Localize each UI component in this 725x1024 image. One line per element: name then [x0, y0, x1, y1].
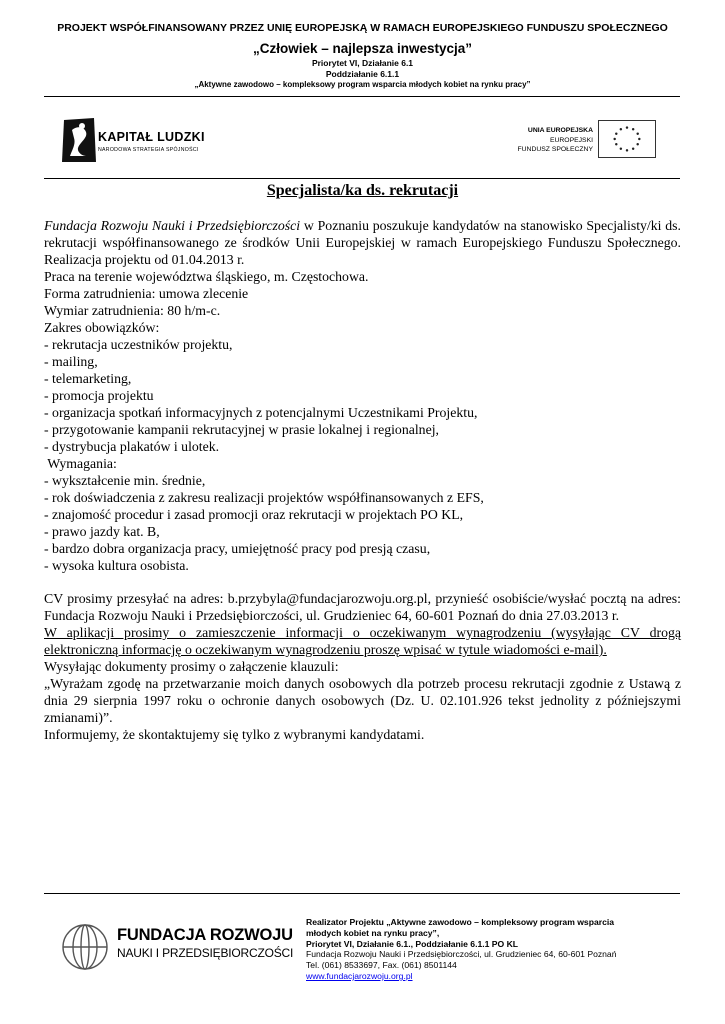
footer-address: Fundacja Rozwoju Nauki i Przedsiębiorczości, ul. Grudzieniec 64, 60-601 Poznań: [306, 949, 617, 960]
requirements-heading: Wymagania:: [44, 456, 117, 471]
contact-info-note: Informujemy, że skontaktujemy się tylko z wybranymi kandydatami.: [44, 727, 425, 742]
footer-line-1: Realizator Projektu „Aktywne zawodowo – kompleksowy program wsparcia: [306, 917, 615, 927]
header-divider: [44, 96, 680, 97]
project-header: PROJEKT WSPÓŁFINANSOWANY PRZEZ UNIĘ EUROPEJSKĄ W RAMACH EUROPEJSKIEGO FUNDUSZU SPOŁECZNEGO: [57, 22, 668, 34]
requirement-item: - rok doświadczenia z zakresu realizacji projektów współfinansowanych z EFS,: [44, 490, 484, 505]
duties-heading: Zakres obowiązków:: [44, 320, 160, 335]
duty-item: - przygotowanie kampanii rekrutacyjnej w prasie lokalnej i regionalnej,: [44, 422, 439, 437]
duty-item: - telemarketing,: [44, 371, 132, 386]
intro-text: w Poznaniu poszukuje kandydatów na stanowisko Specjalisty/ki ds. rekrutacji współfinansowanego ze środków Unii Europejskiej w ramach Europejskiego Funduszu Społecznego. Realizacja projektu od 01.04.2013 r.: [44, 218, 682, 267]
project-title-line: „Aktywne zawodowo – kompleksowy program wsparcia młodych kobiet na rynku pracy”: [194, 80, 531, 89]
clause-heading: Wysyłając dokumenty prosimy o załączenie klauzuli:: [44, 659, 339, 674]
logo-divider: [44, 178, 680, 179]
requirement-item: - prawo jazdy kat. B,: [44, 524, 160, 539]
eu-label: UNIA EUROPEJSKA: [527, 127, 593, 134]
duty-item: - promocja projektu: [44, 388, 154, 403]
footer-divider: [44, 893, 680, 894]
footer-info: [306, 917, 666, 982]
kapital-ludzki-title: KAPITAŁ LUDZKI: [98, 130, 205, 144]
kapital-ludzki-subtitle: NARODOWA STRATEGIA SPÓJNOŚCI: [98, 147, 199, 153]
duty-item: - dystrybucja plakatów i ulotek.: [44, 439, 220, 454]
footer-website-link[interactable]: www.fundacjarozwoju.org.pl: [306, 970, 413, 981]
work-place: Praca na terenie województwa śląskiego, m. Częstochowa.: [44, 269, 369, 284]
employment-form: Forma zatrudnienia: umowa zlecenie: [44, 286, 249, 301]
subaction-line: Poddziałanie 6.1.1: [325, 69, 400, 79]
requirement-item: - wysoka kultura osobista.: [44, 558, 189, 573]
duty-item: - rekrutacja uczestników projektu,: [44, 337, 233, 352]
footer-line-3: Priorytet VI, Działanie 6.1., Poddziałanie 6.1.1 PO KL: [306, 938, 519, 949]
duty-item: - mailing,: [44, 354, 98, 369]
footer-phone: Tel. (061) 8533697, Fax. (061) 8501144: [306, 960, 457, 971]
working-hours: Wymiar zatrudnienia: 80 h/m-c.: [44, 303, 221, 318]
spacer: [44, 574, 681, 590]
job-title: Specjalista/ka ds. rekrutacji: [266, 182, 459, 199]
org-name: Fundacja Rozwoju Nauki i Przedsiębiorczości: [44, 218, 301, 233]
program-name: „Człowiek – najlepsza inwestycja”: [252, 41, 473, 56]
efs-label-1: EUROPEJSKI: [549, 137, 593, 144]
efs-label-2: FUNDUSZ SPOŁECZNY: [517, 146, 593, 153]
duty-item: - organizacja spotkań informacyjnych z potencjalnymi Uczestnikami Projektu,: [44, 405, 478, 420]
footer-line-2: młodych kobiet na rynku pracy”,: [306, 927, 440, 938]
requirement-item: - znajomość procedur i zasad promocji oraz rekrutacji w projektach PO KL,: [44, 507, 464, 522]
consent-clause: „Wyrażam zgodę na przetwarzanie moich danych osobowych dla potrzeb procesu rekrutacji zgodnie z Ustawą z dnia 29 sierpnia 1997 roku o ochronie danych osobowych (Dz. U. 02.101.926 tekst jednolity z późniejszymi zmianami)”.: [44, 676, 681, 725]
intro-paragraph: [44, 217, 681, 268]
eu-flag-icon: [598, 120, 656, 158]
footer-logo-title: FUNDACJA ROZWOJU: [117, 926, 293, 944]
footer-logo-subtitle: NAUKI I PRZEDSIĘBIORCZOŚCI: [117, 946, 294, 960]
priority-line: Priorytet VI, Działanie 6.1: [311, 58, 414, 68]
requirement-item: - bardzo dobra organizacja pracy, umiejętność pracy pod presją czasu,: [44, 541, 431, 556]
salary-note: W aplikacji prosimy o zamieszczenie informacji o oczekiwanym wynagrodzeniu (wysyłając CV drogą elektroniczną informację o oczekiwanym wynagrodzeniu proszę wpisać w tytule wiadomości e-mail).: [44, 625, 681, 657]
job-description: [44, 217, 681, 743]
requirement-item: - wykształcenie min. średnie,: [44, 473, 206, 488]
cv-instructions: CV prosimy przesyłać na adres: b.przybyla@fundacjarozwoju.org.pl, przynieść osobiście/wysłać pocztą na adres: Fundacja Rozwoju Nauki i Przedsiębiorczości, ul. Grudzieniec 64, 60-601 Poznań do dnia 27.03.2013 r.: [44, 591, 681, 623]
